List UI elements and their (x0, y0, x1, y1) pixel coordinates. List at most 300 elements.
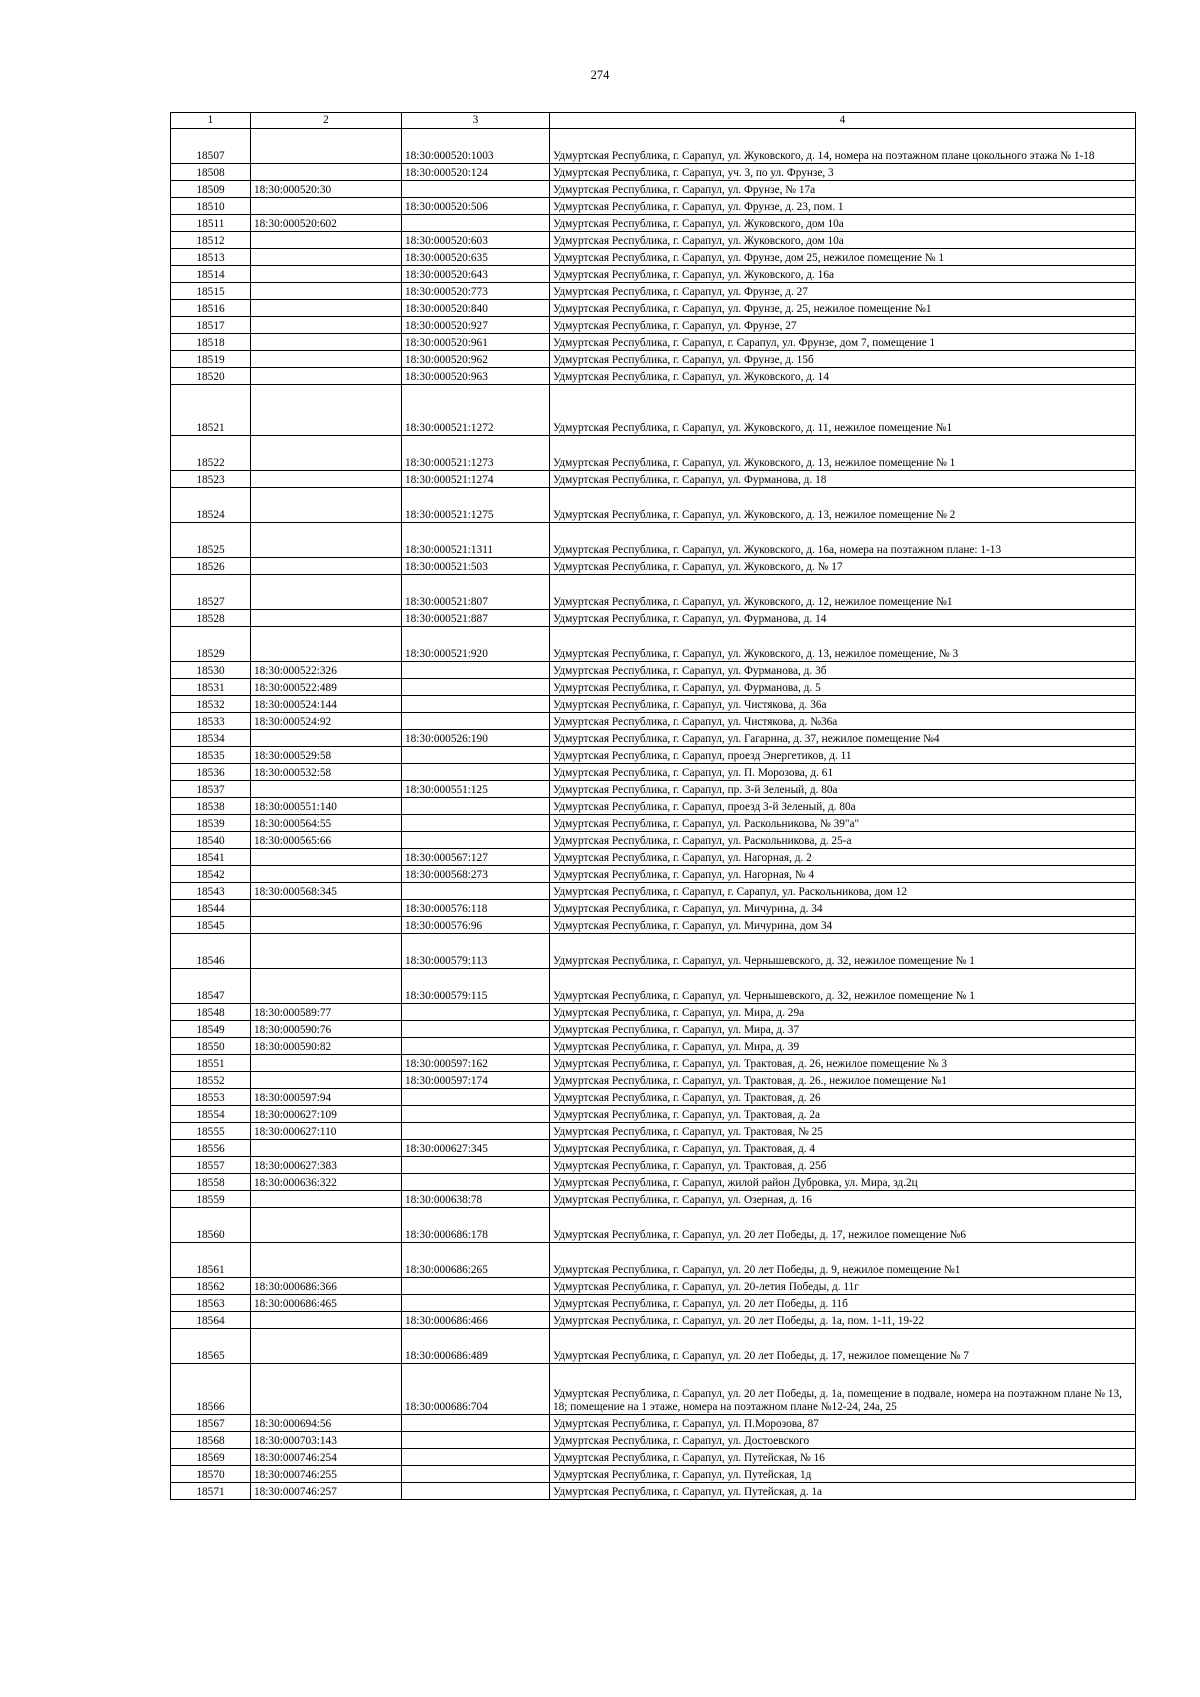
cell-number: 18547 (171, 969, 251, 1004)
cell-cadastral-3: 18:30:000576:118 (402, 900, 550, 917)
cell-number: 18508 (171, 164, 251, 181)
cell-cadastral-2: 18:30:000522:489 (251, 679, 402, 696)
cell-number: 18537 (171, 781, 251, 798)
table-row (171, 317, 1136, 334)
cell-address: Удмуртская Республика, г. Сарапул, ул. Раскольникова, № 39"а" (550, 815, 1136, 832)
cell-address: Удмуртская Республика, г. Сарапул, ул. П.Морозова, 87 (550, 1415, 1136, 1432)
cell-cadastral-2: 18:30:000524:144 (251, 696, 402, 713)
cell-number: 18522 (171, 436, 251, 471)
cell-cadastral-3 (402, 1157, 550, 1174)
cell-cadastral-2: 18:30:000746:255 (251, 1466, 402, 1483)
cell-cadastral-3 (402, 1483, 550, 1500)
cell-address: Удмуртская Республика, г. Сарапул, ул. Путейская, № 16 (550, 1449, 1136, 1466)
cell-number: 18570 (171, 1466, 251, 1483)
table-row (171, 1106, 1136, 1123)
cell-address: Удмуртская Республика, г. Сарапул, ул. Трактовая, д. 4 (550, 1140, 1136, 1157)
cell-number: 18569 (171, 1449, 251, 1466)
cell-address: Удмуртская Республика, г. Сарапул, ул. Мичурина, д. 34 (550, 900, 1136, 917)
cell-address: Удмуртская Республика, г. Сарапул, ул. Жуковского, д. № 17 (550, 558, 1136, 575)
cell-cadastral-2 (251, 1364, 402, 1415)
cell-address: Удмуртская Республика, г. Сарапул, ул. Жуковского, д. 12, нежилое помещение №1 (550, 575, 1136, 610)
cell-cadastral-2 (251, 368, 402, 385)
cell-address: Удмуртская Республика, г. Сарапул, ул. Жуковского, д. 13, нежилое помещение, № 3 (550, 627, 1136, 662)
cell-cadastral-2: 18:30:000686:366 (251, 1278, 402, 1295)
cell-cadastral-3 (402, 815, 550, 832)
cell-cadastral-2: 18:30:000627:109 (251, 1106, 402, 1123)
table-row (171, 558, 1136, 575)
cell-address: Удмуртская Республика, г. Сарапул, ул. П. Морозова, д. 61 (550, 764, 1136, 781)
header-row (171, 113, 1136, 129)
cell-cadastral-2: 18:30:000522:326 (251, 662, 402, 679)
cell-cadastral-3 (402, 1449, 550, 1466)
cell-address: Удмуртская Республика, г. Сарапул, ул. Трактовая, № 25 (550, 1123, 1136, 1140)
table-row (171, 900, 1136, 917)
cell-address: Удмуртская Республика, г. Сарапул, ул. Фурманова, д. 3б (550, 662, 1136, 679)
cell-cadastral-2 (251, 1312, 402, 1329)
cell-address: Удмуртская Республика, г. Сарапул, ул. Достоевского (550, 1432, 1136, 1449)
cell-address: Удмуртская Республика, г. Сарапул, ул. Трактовая, д. 25б (550, 1157, 1136, 1174)
table-row (171, 696, 1136, 713)
cell-address: Удмуртская Республика, г. Сарапул, ул. Фрунзе, д. 15б (550, 351, 1136, 368)
cell-cadastral-2 (251, 610, 402, 627)
cell-cadastral-3: 18:30:000686:178 (402, 1208, 550, 1243)
cell-number: 18509 (171, 181, 251, 198)
cell-address: Удмуртская Республика, г. Сарапул, ул. 20 лет Победы, д. 1а, пом. 1-11, 19-22 (550, 1312, 1136, 1329)
cell-number: 18520 (171, 368, 251, 385)
cell-cadastral-2 (251, 900, 402, 917)
table-row (171, 917, 1136, 934)
cell-number: 18566 (171, 1364, 251, 1415)
cell-cadastral-2 (251, 1191, 402, 1208)
cell-number: 18550 (171, 1038, 251, 1055)
cell-number: 18535 (171, 747, 251, 764)
cell-number: 18568 (171, 1432, 251, 1449)
table-row (171, 883, 1136, 900)
cell-cadastral-3: 18:30:000521:1311 (402, 523, 550, 558)
cell-address: Удмуртская Республика, г. Сарапул, ул. 20 лет Победы, д. 17, нежилое помещение №6 (550, 1208, 1136, 1243)
cell-cadastral-2 (251, 471, 402, 488)
cell-cadastral-3: 18:30:000521:503 (402, 558, 550, 575)
cell-address: Удмуртская Республика, г. Сарапул, ул. Раскольникова, д. 25-а (550, 832, 1136, 849)
cell-number: 18528 (171, 610, 251, 627)
cell-number: 18513 (171, 249, 251, 266)
cell-cadastral-2 (251, 385, 402, 436)
table-row (171, 1329, 1136, 1364)
cell-cadastral-2: 18:30:000686:465 (251, 1295, 402, 1312)
cell-number: 18524 (171, 488, 251, 523)
cell-cadastral-3: 18:30:000520:962 (402, 351, 550, 368)
cell-cadastral-2: 18:30:000746:257 (251, 1483, 402, 1500)
cell-number: 18510 (171, 198, 251, 215)
cell-number: 18553 (171, 1089, 251, 1106)
cell-cadastral-3: 18:30:000520:963 (402, 368, 550, 385)
cell-number: 18545 (171, 917, 251, 934)
cell-cadastral-3: 18:30:000521:1274 (402, 471, 550, 488)
table-row (171, 1004, 1136, 1021)
cell-cadastral-2 (251, 334, 402, 351)
cell-cadastral-3: 18:30:000521:1273 (402, 436, 550, 471)
cell-cadastral-2: 18:30:000627:383 (251, 1157, 402, 1174)
cell-cadastral-3 (402, 1466, 550, 1483)
cell-address: Удмуртская Республика, г. Сарапул, проезд 3-й Зеленый, д. 80а (550, 798, 1136, 815)
cell-number: 18527 (171, 575, 251, 610)
cell-cadastral-3: 18:30:000568:273 (402, 866, 550, 883)
table-row (171, 436, 1136, 471)
cell-cadastral-3: 18:30:000521:1272 (402, 385, 550, 436)
table-row (171, 385, 1136, 436)
cell-number: 18556 (171, 1140, 251, 1157)
cell-address: Удмуртская Республика, г. Сарапул, ул. Мира, д. 39 (550, 1038, 1136, 1055)
table-row (171, 266, 1136, 283)
page-number: 274 (590, 68, 610, 82)
cell-number: 18518 (171, 334, 251, 351)
cell-cadastral-3 (402, 1432, 550, 1449)
table-row (171, 1466, 1136, 1483)
cell-address: Удмуртская Республика, г. Сарапул, ул. Трактовая, д. 26., нежилое помещение №1 (550, 1072, 1136, 1089)
cell-number: 18512 (171, 232, 251, 249)
cell-cadastral-3: 18:30:000521:1275 (402, 488, 550, 523)
cell-cadastral-3: 18:30:000520:927 (402, 317, 550, 334)
table-row (171, 351, 1136, 368)
cell-cadastral-3 (402, 1021, 550, 1038)
cell-cadastral-2 (251, 164, 402, 181)
table-row (171, 747, 1136, 764)
cell-cadastral-3: 18:30:000520:635 (402, 249, 550, 266)
cell-cadastral-2: 18:30:000627:110 (251, 1123, 402, 1140)
cell-address: Удмуртская Республика, г. Сарапул, ул. Путейская, 1д (550, 1466, 1136, 1483)
table-row (171, 1449, 1136, 1466)
cell-cadastral-2: 18:30:000524:92 (251, 713, 402, 730)
cell-number: 18525 (171, 523, 251, 558)
cell-number: 18548 (171, 1004, 251, 1021)
cell-cadastral-2: 18:30:000694:56 (251, 1415, 402, 1432)
cell-number: 18543 (171, 883, 251, 900)
cell-cadastral-2 (251, 781, 402, 798)
cell-cadastral-3: 18:30:000686:265 (402, 1243, 550, 1278)
cell-cadastral-3 (402, 696, 550, 713)
cell-number: 18564 (171, 1312, 251, 1329)
cell-address: Удмуртская Республика, г. Сарапул, ул. Жуковского, д. 14 (550, 368, 1136, 385)
table-row (171, 523, 1136, 558)
table-row (171, 1432, 1136, 1449)
table-row (171, 781, 1136, 798)
cell-cadastral-3: 18:30:000520:643 (402, 266, 550, 283)
cell-number: 18519 (171, 351, 251, 368)
cell-cadastral-3: 18:30:000686:704 (402, 1364, 550, 1415)
cell-number: 18562 (171, 1278, 251, 1295)
cell-cadastral-3: 18:30:000521:920 (402, 627, 550, 662)
cell-address: Удмуртская Республика, г. Сарапул, ул. Жуковского, дом 10а (550, 232, 1136, 249)
cell-address: Удмуртская Республика, г. Сарапул, ул. Озерная, д. 16 (550, 1191, 1136, 1208)
cell-address: Удмуртская Республика, г. Сарапул, ул. Фурманова, д. 14 (550, 610, 1136, 627)
cell-cadastral-3: 18:30:000686:466 (402, 1312, 550, 1329)
cell-cadastral-2 (251, 1208, 402, 1243)
cell-address: Удмуртская Республика, г. Сарапул, ул. Фурманова, д. 18 (550, 471, 1136, 488)
table-row (171, 471, 1136, 488)
cell-cadastral-3: 18:30:000576:96 (402, 917, 550, 934)
cell-number: 18549 (171, 1021, 251, 1038)
table-row (171, 832, 1136, 849)
cell-number: 18511 (171, 215, 251, 232)
cell-number: 18526 (171, 558, 251, 575)
cell-cadastral-2 (251, 283, 402, 300)
table-row (171, 1174, 1136, 1191)
cell-number: 18552 (171, 1072, 251, 1089)
cell-number: 18531 (171, 679, 251, 696)
cell-cadastral-2 (251, 266, 402, 283)
cell-address: Удмуртская Республика, г. Сарапул, ул. Гагарина, д. 37, нежилое помещение №4 (550, 730, 1136, 747)
cell-cadastral-2 (251, 1329, 402, 1364)
cell-number: 18541 (171, 849, 251, 866)
cell-address: Удмуртская Республика, г. Сарапул, ул. Жуковского, д. 14, номера на поэтажном плане цокольного этажа № 1-18 (550, 129, 1136, 164)
cell-number: 18557 (171, 1157, 251, 1174)
cell-cadastral-2: 18:30:000532:58 (251, 764, 402, 781)
cell-cadastral-3 (402, 215, 550, 232)
cell-address: Удмуртская Республика, г. Сарапул, жилой район Дубровка, ул. Мира, зд.2ц (550, 1174, 1136, 1191)
table-row (171, 368, 1136, 385)
cell-cadastral-2 (251, 575, 402, 610)
cell-cadastral-2 (251, 917, 402, 934)
cell-cadastral-3 (402, 1174, 550, 1191)
cell-address: Удмуртская Республика, г. Сарапул, проезд Энергетиков, д. 11 (550, 747, 1136, 764)
cell-cadastral-3: 18:30:000526:190 (402, 730, 550, 747)
table-row (171, 1123, 1136, 1140)
table-row (171, 934, 1136, 969)
cell-number: 18523 (171, 471, 251, 488)
table-row (171, 1312, 1136, 1329)
cell-number: 18540 (171, 832, 251, 849)
cell-cadastral-2 (251, 1072, 402, 1089)
cell-cadastral-2 (251, 351, 402, 368)
cell-number: 18538 (171, 798, 251, 815)
cell-cadastral-3: 18:30:000638:78 (402, 1191, 550, 1208)
cell-address: Удмуртская Республика, г. Сарапул, ул. Фурманова, д. 5 (550, 679, 1136, 696)
cell-address: Удмуртская Республика, г. Сарапул, ул. Мира, д. 37 (550, 1021, 1136, 1038)
table-row (171, 181, 1136, 198)
cell-address: Удмуртская Республика, г. Сарапул, ул. Чистякова, д. 36а (550, 696, 1136, 713)
cell-cadastral-2: 18:30:000551:140 (251, 798, 402, 815)
cell-number: 18517 (171, 317, 251, 334)
cell-number: 18536 (171, 764, 251, 781)
table-row (171, 300, 1136, 317)
table-row (171, 198, 1136, 215)
cell-number: 18565 (171, 1329, 251, 1364)
cell-cadastral-2: 18:30:000565:66 (251, 832, 402, 849)
table-row (171, 730, 1136, 747)
cell-address: Удмуртская Республика, г. Сарапул, ул. Фрунзе, дом 25, нежилое помещение № 1 (550, 249, 1136, 266)
cell-cadastral-3 (402, 832, 550, 849)
cell-cadastral-2 (251, 866, 402, 883)
table-row (171, 1208, 1136, 1243)
cell-number: 18521 (171, 385, 251, 436)
cell-address: Удмуртская Республика, г. Сарапул, ул. Трактовая, д. 26, нежилое помещение № 3 (550, 1055, 1136, 1072)
cell-address: Удмуртская Республика, г. Сарапул, ул. 20-летия Победы, д. 11г (550, 1278, 1136, 1295)
cell-cadastral-3 (402, 747, 550, 764)
cell-number: 18546 (171, 934, 251, 969)
cell-cadastral-2: 18:30:000568:345 (251, 883, 402, 900)
table-row (171, 1072, 1136, 1089)
cell-cadastral-2 (251, 1243, 402, 1278)
cell-number: 18529 (171, 627, 251, 662)
cell-cadastral-2 (251, 129, 402, 164)
cell-address: Удмуртская Республика, г. Сарапул, ул. Фрунзе, 27 (550, 317, 1136, 334)
cell-cadastral-2 (251, 849, 402, 866)
cell-address: Удмуртская Республика, г. Сарапул, г. Сарапул, ул. Фрунзе, дом 7, помещение 1 (550, 334, 1136, 351)
cell-cadastral-3 (402, 1295, 550, 1312)
table-row (171, 713, 1136, 730)
cell-address: Удмуртская Республика, г. Сарапул, ул. Жуковского, дом 10а (550, 215, 1136, 232)
cell-cadastral-2: 18:30:000636:322 (251, 1174, 402, 1191)
cell-cadastral-2: 18:30:000529:58 (251, 747, 402, 764)
table-row (171, 488, 1136, 523)
cell-cadastral-3 (402, 679, 550, 696)
table-row (171, 969, 1136, 1004)
cell-address: Удмуртская Республика, г. Сарапул, ул. 20 лет Победы, д. 1а, помещение в подвале, номера на поэтажном плане № 13, 18; помещение на 1 этаже, номера на поэтажном плане №12-24, 24а, 25 (550, 1364, 1136, 1415)
cell-number: 18530 (171, 662, 251, 679)
cell-cadastral-3: 18:30:000627:345 (402, 1140, 550, 1157)
cell-address: Удмуртская Республика, г. Сарапул, ул. Нагорная, № 4 (550, 866, 1136, 883)
cell-number: 18571 (171, 1483, 251, 1500)
cell-address: Удмуртская Республика, г. Сарапул, ул. Жуковского, д. 13, нежилое помещение № 2 (550, 488, 1136, 523)
table-row (171, 764, 1136, 781)
cell-cadastral-3 (402, 764, 550, 781)
cell-cadastral-3: 18:30:000520:603 (402, 232, 550, 249)
cell-cadastral-3 (402, 1106, 550, 1123)
cell-cadastral-3: 18:30:000686:489 (402, 1329, 550, 1364)
cell-address: Удмуртская Республика, г. Сарапул, ул. 20 лет Победы, д. 17, нежилое помещение № 7 (550, 1329, 1136, 1364)
cell-cadastral-3: 18:30:000579:115 (402, 969, 550, 1004)
cell-cadastral-3 (402, 1038, 550, 1055)
cell-address: Удмуртская Республика, г. Сарапул, ул. Фрунзе, д. 25, нежилое помещение №1 (550, 300, 1136, 317)
cell-address: Удмуртская Республика, г. Сарапул, ул. Мира, д. 29а (550, 1004, 1136, 1021)
table-row (171, 249, 1136, 266)
cell-cadastral-3 (402, 798, 550, 815)
table-row (171, 575, 1136, 610)
table-row (171, 1157, 1136, 1174)
cell-address: Удмуртская Республика, г. Сарапул, ул. 20 лет Победы, д. 9, нежилое помещение №1 (550, 1243, 1136, 1278)
registry-table (170, 112, 1136, 1500)
cell-address: Удмуртская Республика, г. Сарапул, ул. Путейская, д. 1а (550, 1483, 1136, 1500)
table-row (171, 798, 1136, 815)
cell-cadastral-3: 18:30:000521:887 (402, 610, 550, 627)
cell-number: 18542 (171, 866, 251, 883)
cell-number: 18554 (171, 1106, 251, 1123)
cell-number: 18514 (171, 266, 251, 283)
cell-number: 18567 (171, 1415, 251, 1432)
table-row (171, 849, 1136, 866)
table-row (171, 164, 1136, 181)
cell-number: 18551 (171, 1055, 251, 1072)
table-row (171, 1295, 1136, 1312)
cell-cadastral-3 (402, 1415, 550, 1432)
cell-cadastral-3 (402, 1089, 550, 1106)
cell-address: Удмуртская Республика, г. Сарапул, ул. Фрунзе, д. 23, пом. 1 (550, 198, 1136, 215)
table-row (171, 1089, 1136, 1106)
cell-cadastral-3 (402, 1278, 550, 1295)
cell-cadastral-2 (251, 249, 402, 266)
header-col-1: 1 (171, 113, 251, 129)
table-row (171, 1364, 1136, 1415)
cell-cadastral-2 (251, 198, 402, 215)
cell-cadastral-3: 18:30:000520:506 (402, 198, 550, 215)
cell-number: 18515 (171, 283, 251, 300)
cell-cadastral-2 (251, 558, 402, 575)
cell-address: Удмуртская Республика, г. Сарапул, ул. 20 лет Победы, д. 11б (550, 1295, 1136, 1312)
cell-cadastral-3 (402, 662, 550, 679)
cell-cadastral-2 (251, 969, 402, 1004)
table-body (171, 129, 1136, 1500)
cell-cadastral-2 (251, 488, 402, 523)
cell-number: 18558 (171, 1174, 251, 1191)
cell-number: 18533 (171, 713, 251, 730)
cell-address: Удмуртская Республика, г. Сарапул, ул. Трактовая, д. 2а (550, 1106, 1136, 1123)
cell-number: 18544 (171, 900, 251, 917)
table-row (171, 627, 1136, 662)
cell-number: 18539 (171, 815, 251, 832)
cell-number: 18507 (171, 129, 251, 164)
cell-cadastral-3: 18:30:000520:124 (402, 164, 550, 181)
cell-number: 18559 (171, 1191, 251, 1208)
cell-address: Удмуртская Республика, г. Сарапул, уч. 3, по ул. Фрунзе, 3 (550, 164, 1136, 181)
cell-cadastral-2: 18:30:000590:82 (251, 1038, 402, 1055)
cell-address: Удмуртская Республика, г. Сарапул, ул. Жуковского, д. 16а, номера на поэтажном плане: 1-13 (550, 523, 1136, 558)
table-row (171, 1038, 1136, 1055)
table-row (171, 334, 1136, 351)
cell-number: 18534 (171, 730, 251, 747)
cell-cadastral-2: 18:30:000564:55 (251, 815, 402, 832)
header-col-4: 4 (550, 113, 1136, 129)
cell-cadastral-3: 18:30:000567:127 (402, 849, 550, 866)
cell-cadastral-2 (251, 1140, 402, 1157)
table-row (171, 1415, 1136, 1432)
cell-cadastral-2 (251, 300, 402, 317)
table-row (171, 815, 1136, 832)
cell-cadastral-2: 18:30:000590:76 (251, 1021, 402, 1038)
cell-cadastral-3: 18:30:000597:162 (402, 1055, 550, 1072)
cell-cadastral-2: 18:30:000520:602 (251, 215, 402, 232)
cell-number: 18563 (171, 1295, 251, 1312)
table-row (171, 232, 1136, 249)
cell-cadastral-2: 18:30:000703:143 (251, 1432, 402, 1449)
cell-cadastral-2 (251, 436, 402, 471)
cell-cadastral-3 (402, 181, 550, 198)
cell-cadastral-2 (251, 523, 402, 558)
header-col-3: 3 (402, 113, 550, 129)
cell-cadastral-3: 18:30:000520:961 (402, 334, 550, 351)
cell-address: Удмуртская Республика, г. Сарапул, пр. 3-й Зеленый, д. 80а (550, 781, 1136, 798)
cell-address: Удмуртская Республика, г. Сарапул, ул. Жуковского, д. 16а (550, 266, 1136, 283)
cell-cadastral-2: 18:30:000746:254 (251, 1449, 402, 1466)
cell-cadastral-2 (251, 232, 402, 249)
table-row (171, 662, 1136, 679)
table-row (171, 1021, 1136, 1038)
cell-number: 18561 (171, 1243, 251, 1278)
cell-cadastral-2: 18:30:000589:77 (251, 1004, 402, 1021)
table-row (171, 1278, 1136, 1295)
cell-number: 18516 (171, 300, 251, 317)
cell-cadastral-3: 18:30:000520:773 (402, 283, 550, 300)
table-row (171, 1191, 1136, 1208)
cell-address: Удмуртская Республика, г. Сарапул, ул. Чистякова, д. №36а (550, 713, 1136, 730)
cell-cadastral-3: 18:30:000551:125 (402, 781, 550, 798)
table-row (171, 1055, 1136, 1072)
cell-address: Удмуртская Республика, г. Сарапул, ул. Жуковского, д. 11, нежилое помещение №1 (550, 385, 1136, 436)
table-row (171, 283, 1136, 300)
cell-cadastral-2: 18:30:000597:94 (251, 1089, 402, 1106)
header-col-2: 2 (251, 113, 402, 129)
table-row (171, 866, 1136, 883)
cell-cadastral-3: 18:30:000520:840 (402, 300, 550, 317)
